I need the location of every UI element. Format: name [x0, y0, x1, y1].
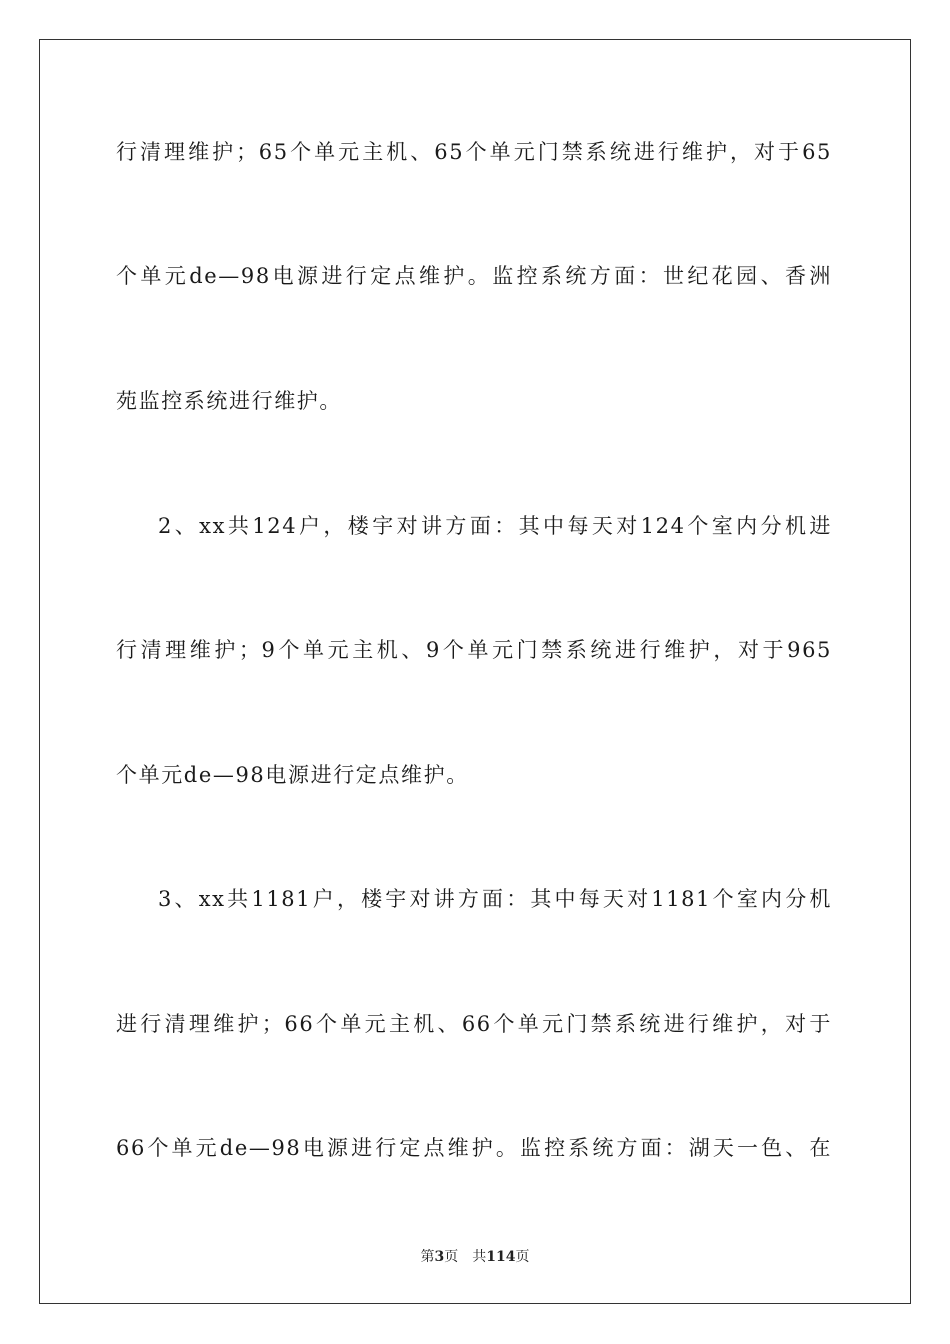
- page-border: [39, 39, 911, 1304]
- paragraph-line: 苑监控系统进行维护。: [116, 389, 342, 413]
- paragraph-line: 进行清理维护；66个单元主机、66个单元门禁系统进行维护，对于: [116, 1012, 832, 1036]
- paragraph-line: 个单元de—98电源进行定点维护。: [116, 763, 469, 787]
- footer-total-pages: 114: [486, 1249, 516, 1265]
- paragraph-line: 66个单元de—98电源进行定点维护。监控系统方面：湖天一色、在: [116, 1136, 832, 1160]
- page-footer: [0, 1247, 950, 1267]
- footer-page-prefix: 第: [420, 1249, 435, 1265]
- footer-page-suffix: 页: [444, 1249, 459, 1265]
- paragraph-first-line: 2、xx共124户，楼宇对讲方面：其中每天对124个室内分机进: [158, 514, 832, 538]
- footer-page-number: 3: [434, 1249, 445, 1265]
- paragraph-line: 行清理维护；9个单元主机、9个单元门禁系统进行维护，对于965: [116, 638, 832, 662]
- paragraph-line: 行清理维护；65个单元主机、65个单元门禁系统进行维护，对于65: [116, 140, 832, 164]
- footer-total-prefix: 共: [472, 1249, 487, 1265]
- paragraph-line: 个单元de—98电源进行定点维护。监控系统方面：世纪花园、香洲: [116, 264, 832, 288]
- footer-total-suffix: 页: [515, 1249, 530, 1265]
- paragraph-first-line: 3、xx共1181户，楼宇对讲方面：其中每天对1181个室内分机: [158, 887, 832, 911]
